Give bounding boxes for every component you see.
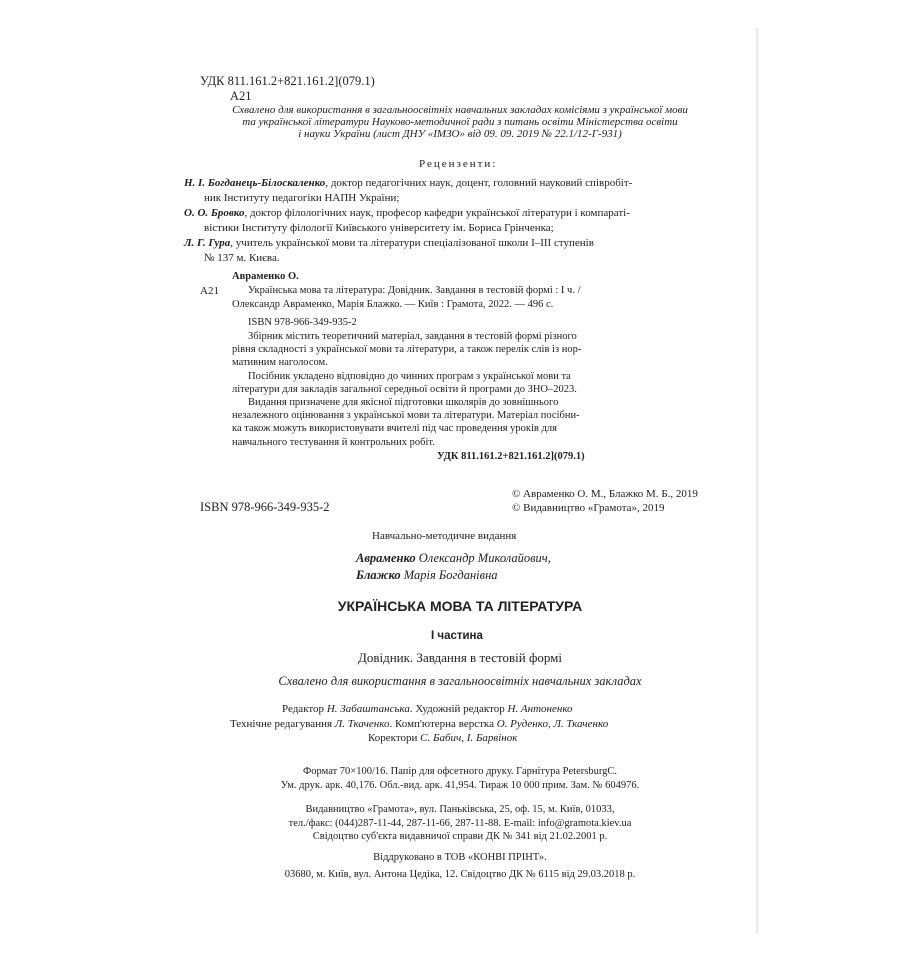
format-info: Формат 70×100/16. Папір для офсетного друку. Гарнітура PetersburgC. Ум. друк. арк. 40,176. Обл.-вид. арк. 41,954. Тираж 10 000 прим. Зам. № 604976. [280, 766, 640, 791]
isbn-main: ISBN 978-966-349-935-2 [200, 500, 330, 514]
credit-tech: Технічне редагування Л. Ткаченко. Комп'ютерна верстка О. Руденко, Л. Ткаченко [230, 717, 609, 730]
page-edge [756, 28, 759, 933]
book-title: УКРАЇНСЬКА МОВА ТА ЛІТЕРАТУРА [337, 598, 583, 614]
reviewers-heading: Рецензенти: [419, 158, 498, 170]
approval-short: Схвалено для використання в загальноосвітніх навчальних закладах [278, 674, 642, 688]
catalog-code: А21 [200, 285, 219, 297]
publisher-info: Видавництво «Грамота», вул. Паньківська, 25, оф. 15, м. Київ, 01033, тел./факс: (044)287-11-44, 287-11-66, 287-11-88. E-mail: info@gramota.kiev.ua Свідоцтво суб'єкта видавничої справи ДК № 341 від 21.02.2001 р. [288, 804, 632, 842]
approval-note [180, 104, 740, 140]
author-surname: Блажко [356, 568, 401, 582]
reviewer-3-cont: № 137 м. Києва. [204, 252, 280, 264]
reviewers-list [184, 176, 744, 266]
catalog-isbn: ISBN 978-966-349-935-2 [248, 317, 357, 328]
catalog-annotation: Збірник містить теоретичний матеріал, завдання в тестовій формі різного рівня складності з української мови та літератури, а також перелік слів із нор- мативним наголосом. Посібник укладено відповідно до чинних програм з української мови та літератури для закладів загальної середньої освіти й програми до ЗНО–2023. Видання призначене для якісної підготовки школярів до зовнішнього незалежного оцінювання з української мови та літератури. Матеріал посібни- ка також можуть використовувати вчителі під час проведення уроків для навчального тестування й контрольних робіт. [232, 331, 582, 448]
catalog-udk: УДК 811.161.2+821.161.2](079.1) [437, 451, 585, 462]
printer-info: Віддруковано в ТОВ «КОНВІ ПРІНТ». 03680, м. Київ, вул. Антона Цедіка, 12. Свідоцтво ДК № 6115 від 29.03.2018 р. [284, 852, 636, 880]
reviewer-2-cont: вістики Інституту філології Київського університету ім. Бориса Грінченка; [204, 222, 554, 234]
edition-type: Навчально-методичне видання [372, 530, 517, 542]
author-surname: Авраменко [356, 551, 416, 565]
credits [230, 702, 690, 746]
credit-proof: Коректори С. Бабич, І. Барвінок [368, 732, 518, 744]
udk-top: УДК 811.161.2+821.161.2](079.1) [200, 74, 375, 88]
book-subtitle: Довідник. Завдання в тестовій формі [357, 650, 563, 665]
approval-line: і науки України (лист ДНУ «ІМЗО» від 09. 09. 2019 № 22.1/12-Г-931) [298, 128, 622, 140]
copyright-2: © Видавництво «Грамота», 2019 [512, 502, 665, 514]
reviewer-name: Н. І. Богданець-Білоскаленко [184, 177, 326, 189]
catalog-description: Українська мова та література: Довідник. Завдання в тестовій формі : І ч. / Олександр Авраменко, Марія Блажко. — Київ : Грамота, 2022. — 496 с. ISBN 978-966-349-935-2 [232, 285, 581, 328]
reviewer-name: О. О. Бровко [184, 207, 245, 219]
approval-line: Схвалено для використання в загальноосвітніх навчальних закладах комісіями з української мови [232, 104, 688, 116]
reviewer-3: Л. Г. Гура, учитель української мови та літератури спеціалізованої школи І–ІІІ ступенів [184, 237, 594, 249]
author-2: Блажко Марія Богданівна [356, 568, 498, 582]
code-top: А21 [230, 89, 252, 103]
reviewer-name: Л. Г. Гура [184, 237, 231, 249]
approval-line: та української літератури Науково-методичної ради з питань освіти Міністерства освіти [242, 116, 678, 128]
copyright-1: © Авраменко О. М., Блажко М. Б., 2019 [512, 488, 698, 500]
reviewer-2: О. О. Бровко, доктор філологічних наук, професор кафедри української літератури і компараті- [184, 207, 630, 219]
catalog-author: Авраменко О. [232, 271, 299, 282]
part-label: І частина [431, 630, 483, 642]
reviewer-1-cont: ник Інституту педагогіки НАПН України; [204, 192, 400, 204]
author-1: Авраменко Олександр Миколайович, [356, 551, 551, 565]
reviewer-1: Н. І. Богданець-Білоскаленко, доктор педагогічних наук, доцент, головний науковий співробіт- [184, 177, 633, 189]
credit-editor: Редактор Н. Забаштанська. Художній редактор Н. Антоненко [282, 703, 573, 715]
